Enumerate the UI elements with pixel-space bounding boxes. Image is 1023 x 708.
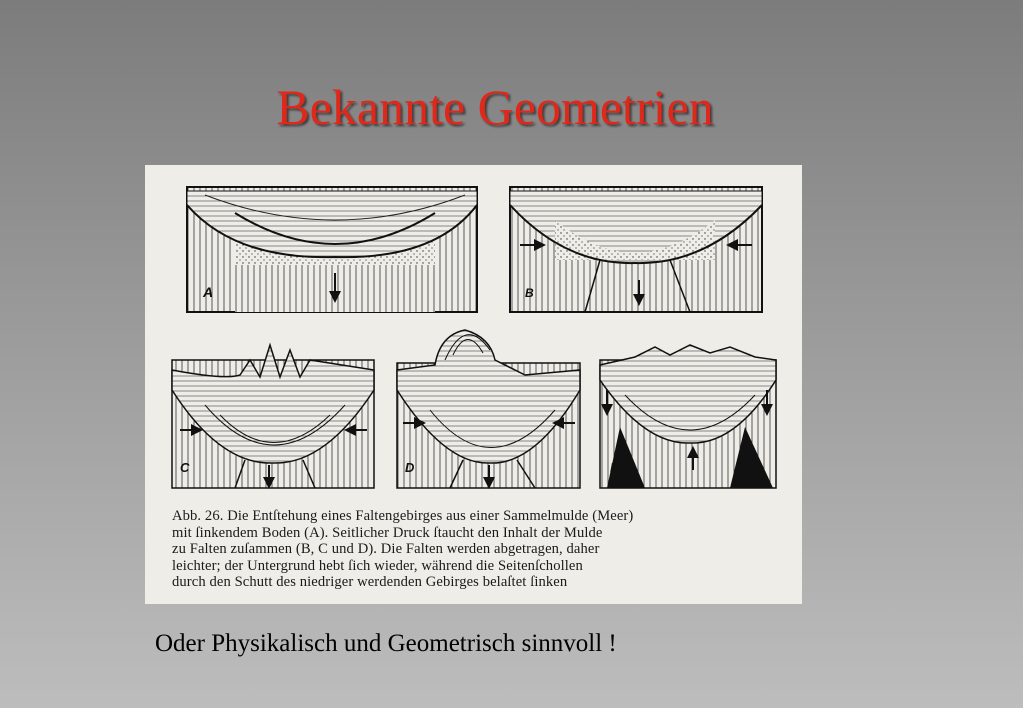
geology-figure xyxy=(145,165,802,604)
panel-label-a: A xyxy=(203,284,214,300)
figure-caption: Abb. 26. Die Entſtehung eines Faltengebirges aus einer Sammelmulde (Meer) mit ſinkendem Boden (A). Seitlicher Druck ſtaucht den Inhalt der Mulde zu Falten zuſammen (B, C und D). Die Falten werden abgetragen, daher leichter; der Untergrund hebt ſich wieder, während die Seitenſchollen durch den Schutt des niedriger werdenden Gebirges belaſtet ſinken xyxy=(172,508,634,591)
panel-label-c: C xyxy=(180,460,190,475)
panel-label-b: B xyxy=(525,286,534,300)
panel-c xyxy=(172,345,374,488)
panel-a xyxy=(187,187,477,312)
panel-e xyxy=(600,345,776,488)
panel-d xyxy=(397,330,580,488)
slide-subtitle: Oder Physikalisch und Geometrisch sinnvoll ! xyxy=(155,630,617,657)
panel-label-d: D xyxy=(405,460,415,475)
panel-label-e: E xyxy=(610,460,619,475)
slide-title: Bekannte Geometrien xyxy=(276,79,714,135)
panel-b xyxy=(510,187,762,312)
